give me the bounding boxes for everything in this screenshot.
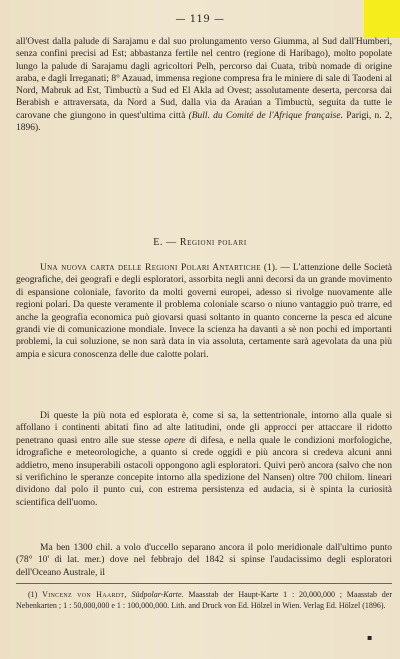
footnote-ref: (1). bbox=[263, 263, 278, 273]
paragraph-text-before: Di queste la più nota ed esplorata è, come si sa, la settentrionale, intorno alla quale si affollano i continenti abitati fino ad alte latitudini, onde gli approcci per attaccare il ridotto penetrano quasi entro alle sue stesse bbox=[16, 411, 392, 446]
paragraph-lead: Una nuova carta delle Regioni Polari Antartiche bbox=[40, 263, 261, 273]
footnote bbox=[16, 590, 392, 611]
paragraph-text: Ma ben 1300 chil. a volo d'uccello separano ancora il polo meridionale dall'ultimo punto (78° 10' di lat. mer.) dove nel febbrajo del 1842 si spinse l'audacissimo degli esploratori dell'Oceano Australe, il bbox=[16, 543, 392, 578]
citation-italic: (Bull. du Comité de l'Afrique française. bbox=[188, 110, 343, 121]
paragraph-text: all'Ovest dalla palude di Sarajamu e dal suo prolungamento verso Giumma, al Sud dall'Humberi, senza confini precisi ad Est; abbastanza fertile nel centro (regione di Haribago), molto popolate lungo la palude di Sarajamu dagli agricoltori Pelh, percorso dai Cuata, tribù nomade di origine araba, e dagli Irreganati; 8° Azauad, immensa regione compresa fra le miniere di sale di Taodeni al Nord, Mabruk ad Est, Timbuctù a Sud ed El Akla ad Ovest; assolutamente deserta, percorsa dai Berabish e attraversata, da Nord a Sud, dalla via da Araúan a Timbuctù, seguita da tutte le carovane che giungono in quest'ultima città bbox=[16, 37, 392, 121]
footnote-divider bbox=[16, 583, 392, 584]
page-number: — 119 — bbox=[175, 14, 225, 25]
paragraph-italic-word: opere bbox=[164, 435, 186, 446]
footnote-author: Vincenz von Haardt, bbox=[42, 590, 127, 599]
footnote-marker: (1) bbox=[28, 590, 38, 599]
section-heading: E. — Regioni polari bbox=[153, 237, 247, 248]
citation-rest: Parigi, n. 2, 1896). bbox=[16, 110, 392, 134]
paragraph-text-after: di difesa, e nella quale le condizioni morfologiche, idrografiche e meteorologiche, a quanto si crede oggidì e più ancora si credeva alcuni anni addietro, meno insuperabili ostacoli oppongono agli esploratori. Quivi però ancora (salvo che non si verifichino le speranze concepite intorno alla spedizione del Nansen) oltre 700 chilom. lineari dividono dal polo il punto cui, con estrema persistenza ed audacia, si è spinta la curiosità scientifica dell'uomo. bbox=[16, 435, 392, 508]
paragraph-south-pole bbox=[16, 542, 392, 579]
paragraph-text: — L'attenzione delle Società geografiche, dei geografi e degli esploratori, assorbita negli anni decorsi da un grande movimento di espansione coloniale, favorito da molti governi europei, adesso si rivolge nuovamente alle regioni polari. Da queste veramente il problema coloniale scarso o niuno vantaggio può trarre, ed anche la geografia economica può giovarsi quasi soltanto in quanto concerne la pesca ed alcune grandi vie di comunicazione mondiale. Invece la scienza ha davanti a sè non pochi ed importanti problemi, la cui soluzione, se non sarà data in via assoluta, certamente sarà agevolata da una più ampia e sicura conoscenza delle due calotte polari. bbox=[16, 263, 393, 360]
bottom-mark: ▪ bbox=[367, 633, 373, 642]
footnote-title: Südpolar-Karte. bbox=[131, 590, 184, 599]
footnote-text: Maasstab der Haupt-Karte 1 : 20,000,000 ; Maasstab der Nebenkarten ; 1 : 50,000,000 e 1 : 100,000,000. Lith. and Druck von Ed. Hölzel in Wien. Verlag Ed. Hölzel (1896). bbox=[16, 590, 393, 610]
paragraph-arctic bbox=[16, 410, 392, 509]
paragraph-azauad bbox=[16, 36, 392, 134]
paragraph-antarctic-map bbox=[16, 262, 392, 361]
